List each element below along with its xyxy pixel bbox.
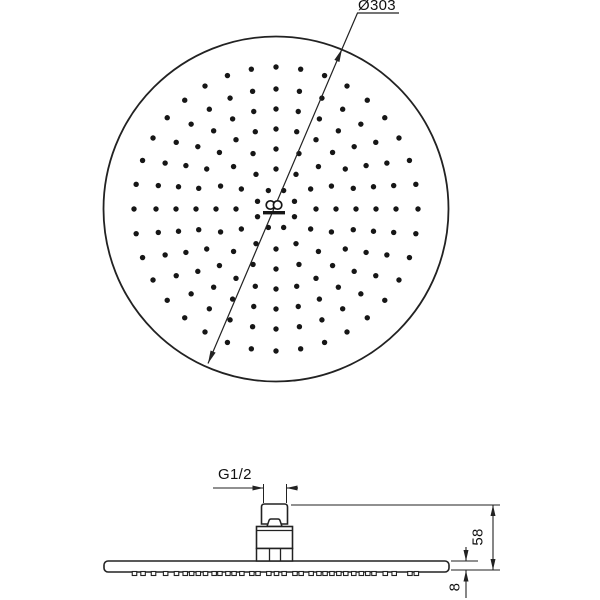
nozzle-nub: [366, 572, 371, 576]
nozzle-dot: [250, 151, 255, 156]
nozzle-dot: [133, 182, 138, 187]
nozzle-dot: [188, 121, 193, 126]
nozzle-dot: [133, 231, 138, 236]
dimension-arrowhead: [208, 350, 216, 363]
nozzle-dot: [162, 160, 167, 165]
nozzle-dot: [273, 246, 278, 251]
brand-logo-group: [263, 201, 285, 215]
nozzle-nub: [299, 572, 304, 576]
nozzle-dot: [253, 284, 258, 289]
nozzle-dot: [317, 116, 322, 121]
nozzle-nub: [232, 572, 237, 576]
nozzle-dot: [156, 230, 161, 235]
nozzle-nub: [408, 572, 413, 576]
nozzle-dot: [415, 206, 420, 211]
nozzle-dot: [213, 206, 218, 211]
nozzle-dot: [298, 66, 303, 71]
nozzle-dot: [330, 263, 335, 268]
nozzle-dot: [231, 164, 236, 169]
nozzle-nub: [344, 572, 349, 576]
nozzle-dot: [292, 214, 297, 219]
nozzle-nub: [226, 572, 231, 576]
nozzle-dot: [313, 137, 318, 142]
nozzle-dot: [173, 206, 178, 211]
nozzle-dot: [193, 206, 198, 211]
nozzle-dot: [297, 89, 302, 94]
nozzle-dot: [218, 229, 223, 234]
nozzle-dot: [273, 106, 278, 111]
side-view-group: [104, 561, 449, 572]
nozzle-dot: [373, 206, 378, 211]
nozzle-dot: [196, 186, 201, 191]
nozzle-dot: [313, 276, 318, 281]
thread-size-label: G1/2: [218, 466, 252, 483]
nozzle-dot: [250, 89, 255, 94]
nozzle-dot: [293, 241, 298, 246]
nozzle-dot: [255, 199, 260, 204]
nozzle-dot: [182, 98, 187, 103]
nozzle-dot: [344, 83, 349, 88]
nozzle-dot: [384, 252, 389, 257]
nozzle-dot: [344, 329, 349, 334]
nozzle-dot: [273, 86, 278, 91]
nozzle-nub: [330, 572, 335, 576]
nozzle-dot: [225, 340, 230, 345]
nozzle-dot: [195, 144, 200, 149]
nozzle-nub: [240, 572, 245, 576]
nozzle-nub: [414, 572, 419, 576]
height-dimension-label: 58: [469, 528, 487, 546]
nozzle-dot: [292, 199, 297, 204]
nozzle-dot: [156, 183, 161, 188]
nozzle-dot: [183, 250, 188, 255]
dimension-arrowhead: [253, 486, 264, 491]
nozzle-dot: [384, 160, 389, 165]
nozzle-dot: [371, 184, 376, 189]
dimension-arrowhead: [287, 486, 298, 491]
nozzle-dot: [227, 317, 232, 322]
nozzle-dot: [165, 115, 170, 120]
dimension-arrowhead: [491, 559, 496, 570]
nozzle-dot: [249, 346, 254, 351]
nozzle-dot: [250, 324, 255, 329]
shower-plate-side: [104, 561, 449, 572]
nozzle-dot: [251, 304, 256, 309]
nozzle-dot: [176, 229, 181, 234]
nozzle-dot: [230, 116, 235, 121]
nozzle-dot: [140, 255, 145, 260]
nozzle-dot: [353, 206, 358, 211]
nozzle-dot: [363, 250, 368, 255]
nozzle-nub: [309, 572, 314, 576]
nozzle-dot: [391, 230, 396, 235]
nozzle-nub: [174, 572, 179, 576]
nozzle-dot: [351, 144, 356, 149]
nozzle-dot: [351, 227, 356, 232]
nozzle-dot: [182, 315, 187, 320]
nozzle-nub: [132, 572, 137, 576]
nozzle-nub: [267, 572, 272, 576]
nozzle-dot: [217, 150, 222, 155]
dimension-arrowhead: [464, 571, 469, 582]
nozzle-dot: [296, 262, 301, 267]
nozzle-dot: [413, 231, 418, 236]
nozzle-dot: [382, 115, 387, 120]
nozzle-dot: [239, 186, 244, 191]
nozzle-dot: [365, 315, 370, 320]
nozzle-nub: [183, 572, 188, 576]
nozzle-nubs-group: [132, 572, 418, 576]
nozzle-dot: [150, 135, 155, 140]
nozzle-dot: [296, 304, 301, 309]
nozzle-dot: [150, 277, 155, 282]
nozzle-dot: [293, 172, 298, 177]
nozzle-dot: [153, 206, 158, 211]
nozzle-dot: [363, 163, 368, 168]
nozzle-dot: [196, 227, 201, 232]
nozzle-dot: [273, 286, 278, 291]
nozzle-dot: [340, 107, 345, 112]
swivel-body: [257, 527, 293, 549]
nozzle-nub: [293, 572, 298, 576]
nozzle-nub: [256, 572, 260, 576]
nozzle-dot: [316, 249, 321, 254]
nozzle-nub: [141, 572, 146, 576]
nozzle-dot: [281, 225, 286, 230]
nozzle-dot: [183, 163, 188, 168]
nozzle-dot: [358, 291, 363, 296]
nozzle-dot: [273, 126, 278, 131]
dimension-arrowhead: [491, 505, 496, 516]
nozzle-dot: [343, 246, 348, 251]
nozzle-dot: [165, 298, 170, 303]
nozzle-dot: [233, 137, 238, 142]
nozzle-dot: [340, 306, 345, 311]
nozzle-dot: [336, 284, 341, 289]
nozzle-nub: [250, 572, 255, 576]
plate-thickness-label: 8: [446, 582, 464, 592]
nozzle-nub: [383, 572, 388, 576]
nozzle-dot: [273, 348, 278, 353]
nozzle-dot: [251, 109, 256, 114]
nozzle-dot: [195, 269, 200, 274]
nozzle-dot: [407, 255, 412, 260]
logo-ring-icon: [273, 201, 281, 209]
nozzle-dot: [391, 183, 396, 188]
nozzle-dot: [371, 229, 376, 234]
nozzle-dot: [319, 317, 324, 322]
nozzle-dot: [273, 326, 278, 331]
nozzle-nub: [359, 572, 364, 576]
nozzle-dot: [140, 158, 145, 163]
diameter-leader-line: [342, 13, 399, 49]
nozzle-dot: [351, 186, 356, 191]
fitting-base: [257, 549, 293, 562]
nozzle-dot: [174, 140, 179, 145]
nozzle-nub: [392, 572, 397, 576]
diameter-label: Ø303: [358, 0, 396, 14]
nozzle-dot: [396, 135, 401, 140]
nozzle-dot: [253, 129, 258, 134]
nozzle-dot: [294, 129, 299, 134]
nozzle-dot: [239, 226, 244, 231]
nozzle-dot: [273, 166, 278, 171]
nozzle-dot: [202, 329, 207, 334]
nozzle-nub: [212, 572, 217, 576]
nozzle-dot: [273, 306, 278, 311]
nozzle-dot: [231, 249, 236, 254]
nozzle-nub: [163, 572, 168, 576]
nozzle-dot: [298, 346, 303, 351]
nozzle-dot: [162, 252, 167, 257]
nozzle-nub: [372, 572, 377, 576]
nozzle-dot: [273, 146, 278, 151]
nozzle-dot: [313, 206, 318, 211]
nozzle-dot: [131, 206, 136, 211]
nozzle-dot: [330, 150, 335, 155]
nozzle-dot: [336, 128, 341, 133]
nozzle-nub: [323, 572, 328, 576]
nozzle-dot: [204, 246, 209, 251]
nozzle-dot: [233, 206, 238, 211]
nozzle-nub: [151, 572, 156, 576]
nozzle-dot: [329, 183, 334, 188]
nozzle-dot: [202, 83, 207, 88]
nozzle-nub: [196, 572, 201, 576]
nozzle-dot: [266, 188, 271, 193]
nozzle-dot: [174, 273, 179, 278]
nozzle-dot: [343, 166, 348, 171]
nozzle-dot: [393, 206, 398, 211]
nozzle-dot: [373, 140, 378, 145]
nozzle-dot: [329, 229, 334, 234]
nozzle-dot: [204, 166, 209, 171]
nozzle-dot: [382, 298, 387, 303]
nozzle-dot: [207, 107, 212, 112]
nozzle-dot: [373, 273, 378, 278]
nozzle-dot: [255, 214, 260, 219]
nozzle-dot: [225, 73, 230, 78]
nozzle-dot: [358, 121, 363, 126]
nozzle-dot: [217, 263, 222, 268]
connector-collar: [267, 519, 282, 527]
nozzle-dot: [396, 277, 401, 282]
nozzle-dot: [188, 291, 193, 296]
nozzle-dot: [211, 284, 216, 289]
nozzle-dot: [227, 95, 232, 100]
nozzle-nub: [203, 572, 208, 576]
nozzle-dot: [233, 276, 238, 281]
nozzle-dot: [365, 98, 370, 103]
nozzle-nub: [352, 572, 357, 576]
nozzle-nub: [218, 572, 223, 576]
nozzle-dot: [249, 66, 254, 71]
nozzle-nub: [189, 572, 194, 576]
nozzle-dot: [413, 182, 418, 187]
dimension-arrowhead: [464, 550, 469, 561]
nozzle-dot: [273, 266, 278, 271]
dimension-arrowhead: [334, 49, 342, 62]
logo-wordmark-bar: [263, 211, 285, 214]
nozzle-dot: [273, 64, 278, 69]
nozzle-nub: [282, 572, 287, 576]
nozzle-dot: [176, 184, 181, 189]
nozzle-nub: [317, 572, 322, 576]
nozzle-dot: [308, 186, 313, 191]
nozzle-dot: [297, 324, 302, 329]
nozzle-dot: [351, 269, 356, 274]
nozzle-dot: [294, 284, 299, 289]
nozzle-dot: [253, 172, 258, 177]
nozzle-dot: [296, 109, 301, 114]
nozzle-dot: [322, 340, 327, 345]
nozzle-dot: [218, 183, 223, 188]
nozzle-nub: [337, 572, 342, 576]
nozzle-dot: [316, 164, 321, 169]
nozzle-dot: [407, 158, 412, 163]
nozzle-dot: [207, 306, 212, 311]
nozzle-dot: [333, 206, 338, 211]
nozzle-nub: [274, 572, 279, 576]
nozzle-dot: [308, 226, 313, 231]
connector-fitting-group: [257, 504, 293, 561]
nozzle-dot: [211, 128, 216, 133]
nozzle-dot: [317, 296, 322, 301]
nozzle-dot: [322, 73, 327, 78]
